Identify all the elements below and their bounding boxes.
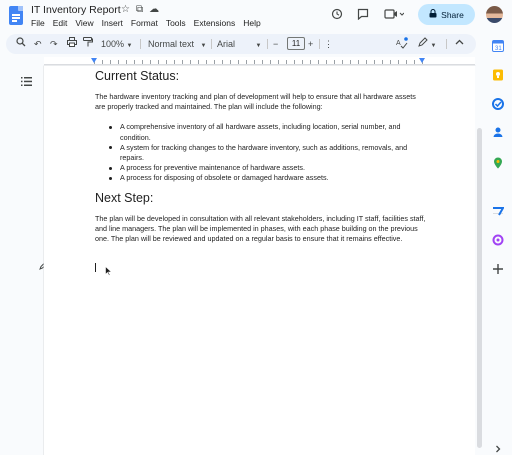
keep-icon[interactable] (492, 68, 504, 80)
document-outline-icon[interactable] (21, 77, 32, 89)
lock-icon (429, 9, 437, 20)
get-addons-icon[interactable] (492, 262, 504, 274)
menu-insert[interactable]: Insert (101, 18, 123, 28)
text-cursor (95, 263, 96, 272)
chevron-down-icon: ▼ (126, 43, 133, 49)
avatar[interactable] (486, 6, 503, 23)
comment-icon[interactable] (357, 8, 369, 23)
zoom-value: 100% (101, 39, 125, 49)
star-icon[interactable]: ☆ (121, 4, 130, 15)
move-to-folder-icon[interactable]: ⧉ (135, 4, 144, 15)
zoom-select[interactable] (101, 37, 133, 53)
title-bar (0, 0, 512, 32)
cloud-saved-icon[interactable]: ☁ (149, 4, 160, 15)
share-button[interactable] (418, 4, 475, 25)
spelling-icon[interactable] (396, 37, 408, 53)
menu-file[interactable]: File (31, 18, 45, 28)
calendar-icon[interactable] (492, 39, 504, 51)
divider (211, 39, 212, 49)
increase-font-size-button[interactable]: + (308, 39, 314, 49)
list-item: A process for disposing of obsolete or damaged hardware assets. (107, 173, 427, 183)
ruler[interactable] (44, 57, 475, 65)
editing-mode-select[interactable] (418, 37, 436, 53)
chevron-down-icon: ▼ (430, 43, 437, 49)
style-select[interactable] (148, 37, 206, 53)
addon-icon[interactable] (492, 233, 504, 245)
divider (267, 39, 268, 49)
divider (140, 39, 141, 49)
menu-help[interactable]: Help (243, 18, 261, 28)
search-menus-icon[interactable] (16, 37, 26, 51)
document-title[interactable]: IT Inventory Report (31, 4, 121, 16)
meet-icon[interactable] (384, 8, 404, 23)
menu-extensions[interactable]: Extensions (193, 18, 236, 28)
apps-script-icon[interactable] (492, 204, 504, 216)
heading-current-status: Current Status: (95, 69, 180, 83)
more-options-icon[interactable]: ⋮ (324, 39, 333, 49)
style-value: Normal text (148, 39, 195, 49)
list-item: A process for preventive maintenance of hardware assets. (107, 163, 427, 173)
mouse-pointer-icon (105, 266, 112, 278)
collapse-menus-icon[interactable] (455, 37, 464, 51)
font-value: Arial (217, 39, 236, 49)
divider (446, 39, 447, 49)
document-page[interactable] (44, 66, 475, 455)
history-icon[interactable] (331, 8, 343, 23)
chevron-right-icon[interactable] (492, 442, 504, 454)
menu-bar (31, 18, 261, 28)
divider (319, 39, 320, 49)
print-icon[interactable] (67, 37, 77, 51)
paint-format-icon[interactable] (83, 37, 93, 51)
docs-logo-icon[interactable] (9, 6, 23, 25)
tasks-icon[interactable] (492, 97, 504, 109)
chevron-down-icon: ▼ (200, 43, 207, 49)
font-size-input[interactable]: 11 (287, 37, 305, 50)
scrollbar[interactable] (475, 66, 484, 455)
menu-tools[interactable]: Tools (165, 18, 186, 28)
share-label: Share (441, 9, 464, 20)
bullet-list (107, 122, 427, 183)
menu-edit[interactable]: Edit (52, 18, 68, 28)
font-select[interactable] (217, 37, 261, 53)
svg-text:A: A (396, 40, 401, 47)
maps-icon[interactable] (492, 156, 504, 168)
heading-next-step: Next Step: (95, 190, 154, 205)
left-indent-marker[interactable] (91, 58, 97, 63)
document-body[interactable] (95, 66, 427, 244)
menu-view[interactable]: View (75, 18, 94, 28)
list-item: A comprehensive inventory of all hardware assets, including location, serial number, and condition. (107, 122, 427, 142)
menu-format[interactable]: Format (130, 18, 158, 28)
chevron-down-icon: ▼ (255, 43, 262, 49)
list-item: A system for tracking changes to the hardware inventory, such as additions, removals, and repairs. (107, 143, 427, 163)
undo-icon[interactable]: ↶ (34, 39, 42, 49)
redo-icon[interactable]: ↷ (50, 39, 58, 49)
right-indent-marker[interactable] (419, 58, 425, 63)
side-panel (484, 32, 512, 455)
toolbar (6, 34, 476, 54)
scroll-thumb[interactable] (477, 128, 482, 448)
title-icons (121, 4, 159, 15)
ruler-ticks (94, 60, 423, 64)
svg-text:31: 31 (495, 46, 502, 52)
paragraph-next-step: The plan will be developed in consultation with all relevant stakeholders, including IT staff, facilities staff, and line managers. The plan will be implemented in phases, with each phase building on the previous one. The plan will be reviewed and updated on a regular basis to ensure that it remains effective. (95, 213, 426, 244)
paragraph-current-status: The hardware inventory tracking and plan of development will help to ensure that all hardware assets are properly tracked and maintained. The plan will include the following: (95, 92, 416, 112)
contacts-icon[interactable] (492, 125, 504, 137)
decrease-font-size-button[interactable]: − (273, 39, 279, 49)
